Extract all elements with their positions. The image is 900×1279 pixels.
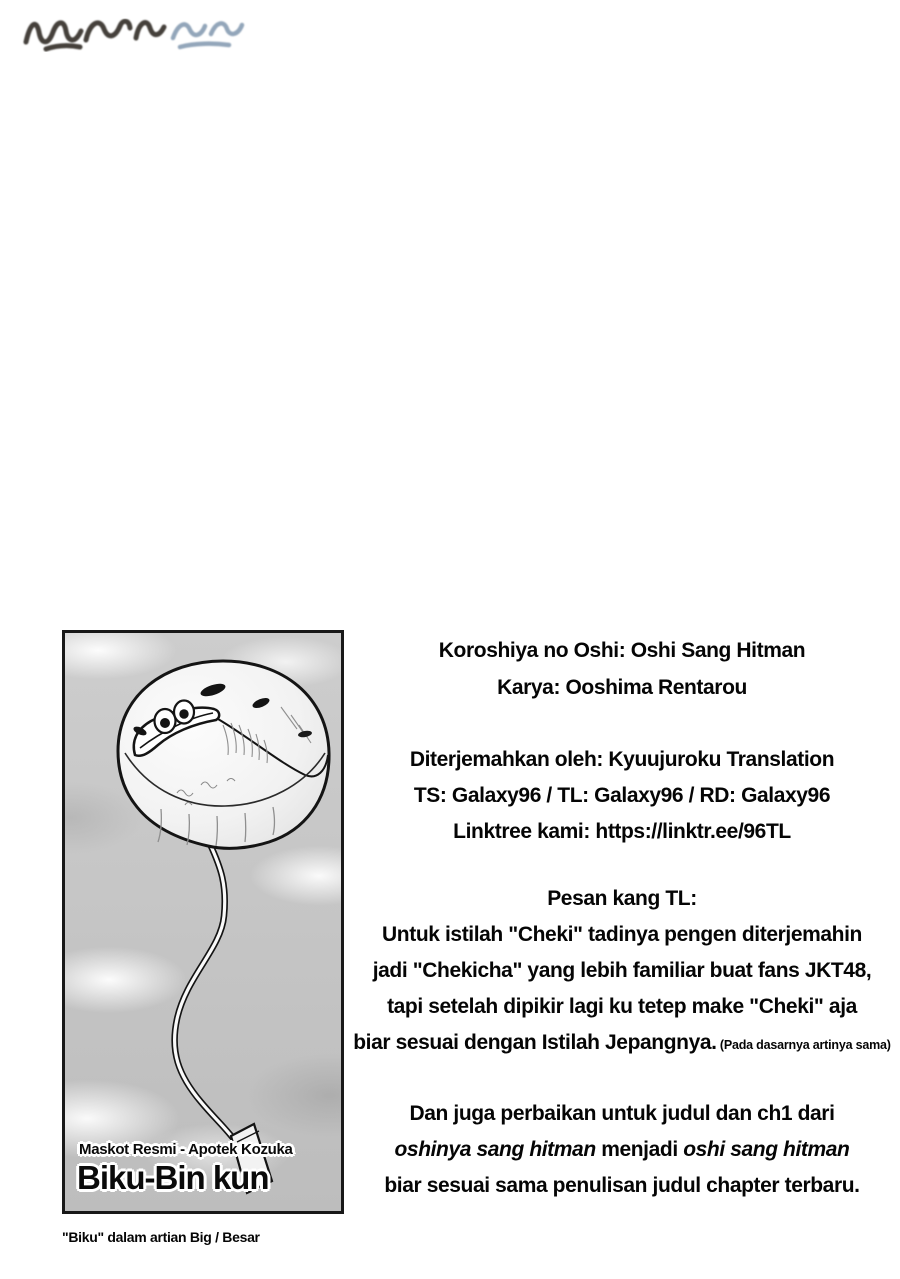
mascot-name: Biku-Bin kun <box>77 1159 269 1196</box>
tl-note-heading: Pesan kang TL: <box>547 887 697 910</box>
series-author-line: Karya: Ooshima Rentarou <box>497 676 747 699</box>
revision-line: Dan juga perbaikan untuk judul dan ch1 dari <box>409 1102 835 1125</box>
panel-caption: "Biku" dalam artian Big / Besar <box>62 1229 260 1245</box>
staff-roles-line: TS: Galaxy96 / TL: Galaxy96 / RD: Galaxy96 <box>413 784 831 807</box>
tl-note-line: jadi "Chekicha" yang lebih familiar buat fans JKT48, <box>372 959 872 982</box>
linktree-line: Linktree kami: https://linktr.ee/96TL <box>453 820 791 843</box>
balloon-pupil-right <box>179 709 188 718</box>
balloon-pupil-left <box>160 718 170 728</box>
tl-note-parenthetical: (Pada dasarnya artinya sama) <box>716 1038 891 1052</box>
new-title-text: oshi sang hitman <box>683 1138 850 1161</box>
old-title-text: oshinya sang hitman <box>394 1138 596 1161</box>
revision-line <box>352 1132 892 1168</box>
tl-note-line-main: biar sesuai dengan Istilah Jepangnya. <box>353 1031 717 1054</box>
translator-line: Diterjemahkan oleh: Kyuujuroku Translation <box>409 748 835 771</box>
tl-note-line: Untuk istilah "Cheki" tadinya pengen diterjemahin <box>382 923 862 946</box>
tl-note-block <box>352 881 892 1063</box>
revision-line: biar sesuai sama penulisan judul chapter terbaru. <box>384 1174 860 1197</box>
series-title-block <box>352 632 892 706</box>
tl-note-line <box>352 1025 892 1063</box>
mascot-panel <box>62 630 344 1214</box>
series-title-line: Koroshiya no Oshi: Oshi Sang Hitman <box>438 639 806 662</box>
revision-connector: menjadi <box>595 1138 684 1161</box>
balloon-mascot-illustration <box>65 633 341 1211</box>
translation-credits-block <box>352 742 892 850</box>
tl-note-line: tapi setelah dipikir lagi ku tetep make "Cheki" aja <box>387 995 857 1018</box>
mascot-subtitle: Maskot Resmi - Apotek Kozuka <box>79 1141 293 1158</box>
watermark-scribble <box>18 4 258 59</box>
revision-note-block <box>352 1096 892 1204</box>
